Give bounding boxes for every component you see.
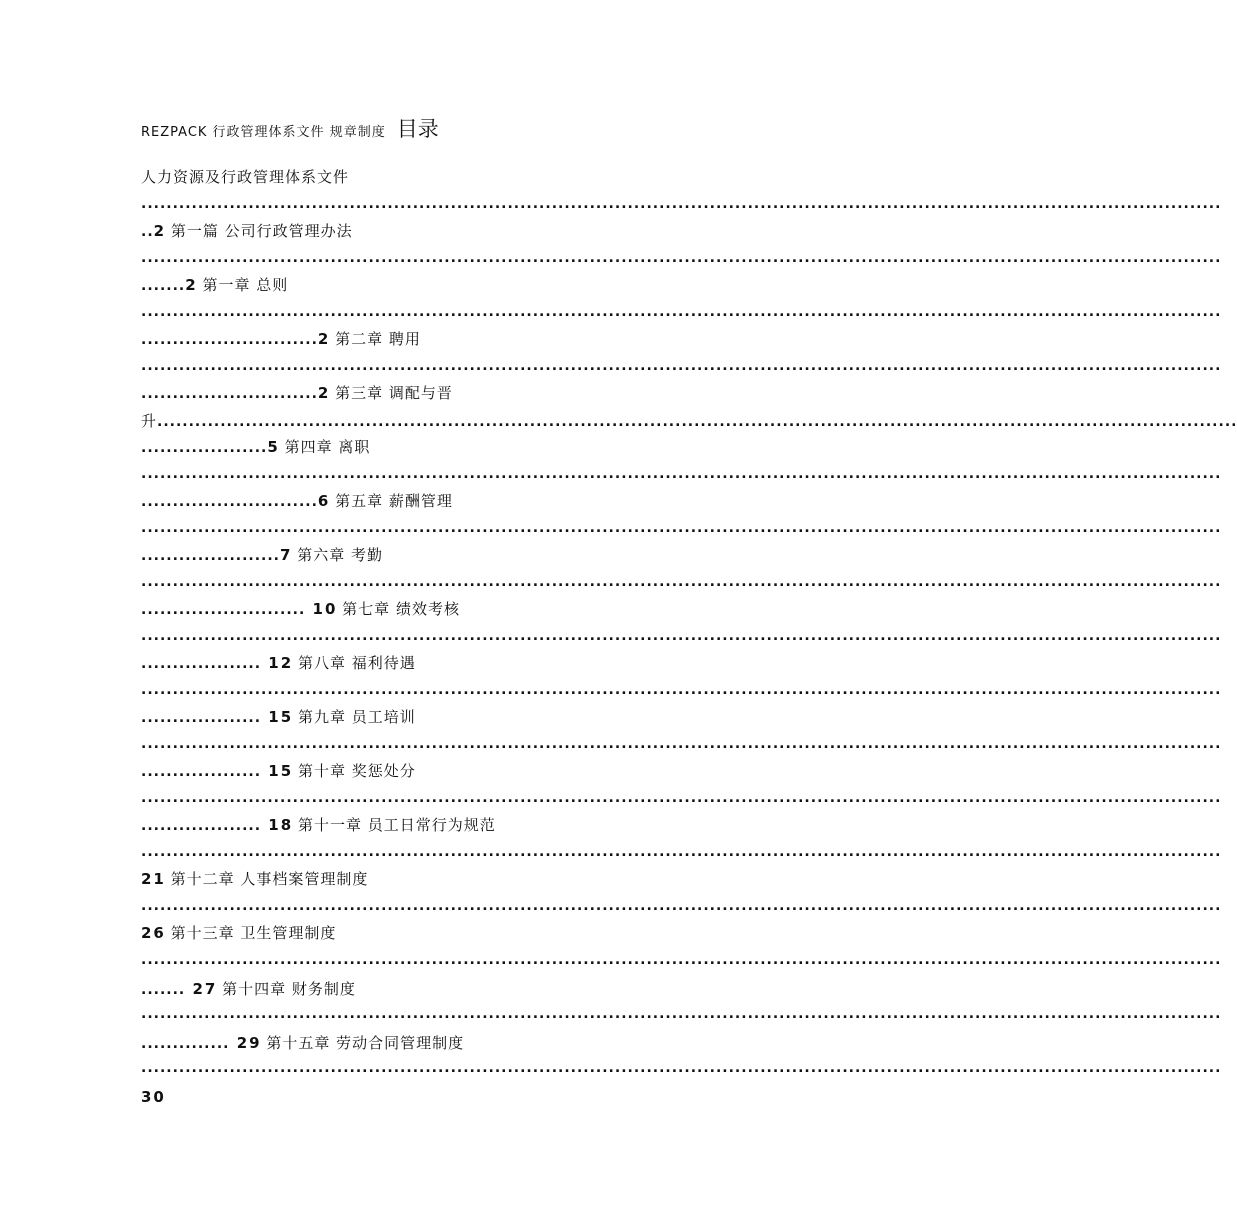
toc-entry[interactable]: ................... 12 第八章 福利待遇 — [141, 654, 416, 672]
dot-leader-row: ........................................................................................................................................................................... — [141, 1006, 1222, 1022]
dot-leader-row: ........................................................................................................................................................................... — [141, 574, 1222, 590]
toc-entry[interactable]: ................... 18 第十一章 员工日常行为规范 — [141, 816, 496, 834]
dot-leader-row: ........................................................................................................................................................................... — [141, 898, 1222, 914]
dot-leader-row: ........................................................................................................................................................................... — [141, 520, 1222, 536]
title-main: 目录 — [396, 117, 439, 141]
toc-entry[interactable]: ............................2 第三章 调配与晋 — [141, 384, 453, 402]
toc-entry[interactable]: 26 第十三章 卫生管理制度 — [141, 924, 337, 942]
dot-leader-row: ........................................................................................................................................................................... — [141, 628, 1222, 644]
toc-entry[interactable]: .............. 29 第十五章 劳动合同管理制度 — [141, 1034, 465, 1052]
toc-entry[interactable]: ....... 27 第十四章 财务制度 — [141, 980, 356, 998]
toc-entry[interactable]: ............................2 第二章 聘用 — [141, 330, 421, 348]
toc-entry-continuation: 升........................................................................................................................................................................... — [141, 412, 1237, 430]
toc-entry[interactable]: ......................7 第六章 考勤 — [141, 546, 384, 564]
dot-leader-row: ........................................................................................................................................................................... — [141, 358, 1222, 374]
dot-leader-row: ........................................................................................................................................................................... — [141, 952, 1222, 968]
toc-entry[interactable]: 30 — [141, 1088, 166, 1106]
dot-leader-row: ........................................................................................................................................................................... — [141, 466, 1222, 482]
toc-entry[interactable]: .......2 第一章 总则 — [141, 276, 289, 294]
document-title — [141, 114, 439, 148]
dot-leader-row: ........................................................................................................................................................................... — [141, 682, 1222, 698]
toc-entry[interactable]: .......................... 10 第七章 绩效考核 — [141, 600, 460, 618]
dot-leader-row: ........................................................................................................................................................................... — [141, 844, 1222, 860]
dot-leader-row: ........................................................................................................................................................................... — [141, 196, 1222, 212]
dot-leader-row: ........................................................................................................................................................................... — [141, 250, 1222, 266]
toc-entry[interactable]: 21 第十二章 人事档案管理制度 — [141, 870, 369, 888]
dot-leader-row: ........................................................................................................................................................................... — [141, 1060, 1222, 1076]
dot-leader-row: ........................................................................................................................................................................... — [141, 736, 1222, 752]
dot-leader-row: ........................................................................................................................................................................... — [141, 790, 1222, 806]
toc-entry[interactable]: ................... 15 第九章 员工培训 — [141, 708, 416, 726]
title-prefix: REZPACK 行政管理体系文件 规章制度 — [141, 125, 386, 140]
toc-entry[interactable]: ....................5 第四章 离职 — [141, 438, 371, 456]
toc-entry[interactable]: ................... 15 第十章 奖惩处分 — [141, 762, 416, 780]
dot-leader-row: ........................................................................................................................................................................... — [141, 304, 1222, 320]
toc-entry[interactable]: ............................6 第五章 薪酬管理 — [141, 492, 453, 510]
toc-entry[interactable]: ..2 第一篇 公司行政管理办法 — [141, 222, 353, 240]
toc-heading: 人力资源及行政管理体系文件 — [141, 168, 350, 186]
